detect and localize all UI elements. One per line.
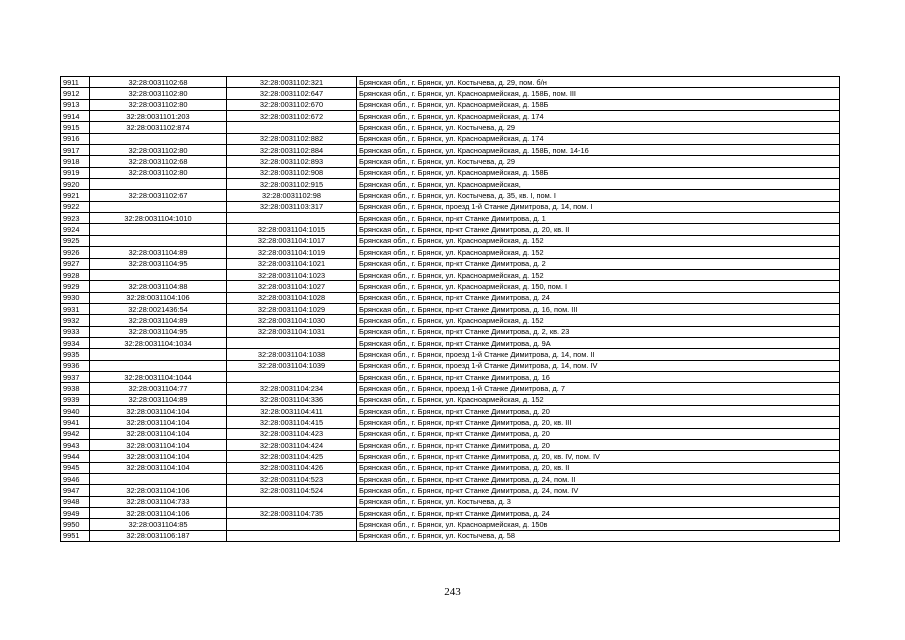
- object-number-cell: 32:28:0031104:1031: [227, 326, 357, 337]
- object-number-cell: [227, 213, 357, 224]
- row-number-cell: 9951: [61, 530, 90, 541]
- table-row: [61, 315, 840, 326]
- object-number-cell: 32:28:0031104:425: [227, 451, 357, 462]
- object-number-cell: [227, 519, 357, 530]
- table-row: [61, 258, 840, 269]
- land-parcel-number-cell: 32:28:0031104:104: [90, 417, 227, 428]
- row-number-cell: 9939: [61, 394, 90, 405]
- land-parcel-number-cell: 32:28:0031104:733: [90, 496, 227, 507]
- address-cell: Брянская обл., г. Брянск, ул. Костычева, д. 29, пом. б/н: [357, 77, 840, 88]
- table-row: [61, 281, 840, 292]
- land-parcel-number-cell: 32:28:0031104:1044: [90, 371, 227, 382]
- land-parcel-number-cell: 32:28:0031104:104: [90, 428, 227, 439]
- registry-table: [60, 76, 840, 542]
- address-cell: Брянская обл., г. Брянск, ул. Костычева, д. 29: [357, 156, 840, 167]
- object-number-cell: [227, 496, 357, 507]
- object-number-cell: 32:28:0031103:317: [227, 201, 357, 212]
- land-parcel-number-cell: 32:28:0031102:874: [90, 122, 227, 133]
- address-cell: Брянская обл., г. Брянск, пр-кт Станке Димитрова, д. 2: [357, 258, 840, 269]
- object-number-cell: 32:28:0031104:1028: [227, 292, 357, 303]
- object-number-cell: 32:28:0031104:1038: [227, 349, 357, 360]
- object-number-cell: 32:28:0031104:415: [227, 417, 357, 428]
- table-row: [61, 496, 840, 507]
- address-cell: Брянская обл., г. Брянск, ул. Красноармейская, д. 152: [357, 315, 840, 326]
- row-number-cell: 9931: [61, 303, 90, 314]
- table-row: [61, 167, 840, 178]
- address-cell: Брянская обл., г. Брянск, проезд 1-й Станке Димитрова, д. 14, пом. II: [357, 349, 840, 360]
- address-cell: Брянская обл., г. Брянск, проезд 1-й Станке Димитрова, д. 14, пом. IV: [357, 360, 840, 371]
- row-number-cell: 9920: [61, 179, 90, 190]
- address-cell: Брянская обл., г. Брянск, ул. Красноармейская, д. 152: [357, 394, 840, 405]
- land-parcel-number-cell: 32:28:0031102:68: [90, 156, 227, 167]
- object-number-cell: [227, 371, 357, 382]
- land-parcel-number-cell: 32:28:0031104:106: [90, 485, 227, 496]
- land-parcel-number-cell: 32:28:0031104:85: [90, 519, 227, 530]
- object-number-cell: 32:28:0031104:523: [227, 474, 357, 485]
- table-row: [61, 474, 840, 485]
- address-cell: Брянская обл., г. Брянск, проезд 1-й Станке Димитрова, д. 7: [357, 383, 840, 394]
- table-row: [61, 88, 840, 99]
- row-number-cell: 9949: [61, 508, 90, 519]
- land-parcel-number-cell: 32:28:0031104:95: [90, 326, 227, 337]
- row-number-cell: 9927: [61, 258, 90, 269]
- land-parcel-number-cell: 32:28:0021436:54: [90, 303, 227, 314]
- object-number-cell: 32:28:0031104:1021: [227, 258, 357, 269]
- row-number-cell: 9941: [61, 417, 90, 428]
- table-row: [61, 508, 840, 519]
- land-parcel-number-cell: 32:28:0031104:77: [90, 383, 227, 394]
- address-cell: Брянская обл., г. Брянск, пр-кт Станке Димитрова, д. 16, пом. III: [357, 303, 840, 314]
- row-number-cell: 9948: [61, 496, 90, 507]
- land-parcel-number-cell: 32:28:0031104:95: [90, 258, 227, 269]
- object-number-cell: 32:28:0031102:321: [227, 77, 357, 88]
- address-cell: Брянская обл., г. Брянск, пр-кт Станке Димитрова, д. 20, кв. II: [357, 462, 840, 473]
- object-number-cell: 32:28:0031104:411: [227, 405, 357, 416]
- row-number-cell: 9934: [61, 337, 90, 348]
- object-number-cell: 32:28:0031102:882: [227, 133, 357, 144]
- object-number-cell: 32:28:0031102:884: [227, 145, 357, 156]
- row-number-cell: 9924: [61, 224, 90, 235]
- address-cell: Брянская обл., г. Брянск, пр-кт Станке Димитрова, д. 20: [357, 405, 840, 416]
- table-row: [61, 156, 840, 167]
- object-number-cell: 32:28:0031104:1015: [227, 224, 357, 235]
- table-row: [61, 235, 840, 246]
- object-number-cell: 32:28:0031102:647: [227, 88, 357, 99]
- address-cell: Брянская обл., г. Брянск, ул. Красноармейская,: [357, 179, 840, 190]
- land-parcel-number-cell: 32:28:0031104:104: [90, 451, 227, 462]
- land-parcel-number-cell: 32:28:0031104:104: [90, 405, 227, 416]
- land-parcel-number-cell: 32:28:0031104:89: [90, 315, 227, 326]
- row-number-cell: 9946: [61, 474, 90, 485]
- address-cell: Брянская обл., г. Брянск, пр-кт Станке Димитрова, д. 2, кв. 23: [357, 326, 840, 337]
- row-number-cell: 9918: [61, 156, 90, 167]
- table-row: [61, 417, 840, 428]
- land-parcel-number-cell: 32:28:0031104:89: [90, 394, 227, 405]
- object-number-cell: 32:28:0031104:426: [227, 462, 357, 473]
- table-row: [61, 122, 840, 133]
- land-parcel-number-cell: 32:28:0031106:187: [90, 530, 227, 541]
- address-cell: Брянская обл., г. Брянск, ул. Красноармейская, д. 152: [357, 235, 840, 246]
- row-number-cell: 9926: [61, 247, 90, 258]
- row-number-cell: 9922: [61, 201, 90, 212]
- address-cell: Брянская обл., г. Брянск, ул. Красноармейская, д. 158Б: [357, 99, 840, 110]
- land-parcel-number-cell: 32:28:0031102:80: [90, 88, 227, 99]
- land-parcel-number-cell: 32:28:0031104:104: [90, 462, 227, 473]
- table-row: [61, 292, 840, 303]
- row-number-cell: 9933: [61, 326, 90, 337]
- table-row: [61, 383, 840, 394]
- address-cell: Брянская обл., г. Брянск, ул. Красноармейская, д. 158Б, пом. 14-16: [357, 145, 840, 156]
- row-number-cell: 9912: [61, 88, 90, 99]
- table-row: [61, 269, 840, 280]
- land-parcel-number-cell: 32:28:0031104:89: [90, 247, 227, 258]
- object-number-cell: 32:28:0031102:670: [227, 99, 357, 110]
- address-cell: Брянская обл., г. Брянск, ул. Красноармейская, д. 152: [357, 247, 840, 258]
- address-cell: Брянская обл., г. Брянск, пр-кт Станке Димитрова, д. 24: [357, 508, 840, 519]
- row-number-cell: 9919: [61, 167, 90, 178]
- table-row: [61, 519, 840, 530]
- row-number-cell: 9911: [61, 77, 90, 88]
- address-cell: Брянская обл., г. Брянск, ул. Красноармейская, д. 174: [357, 111, 840, 122]
- row-number-cell: 9929: [61, 281, 90, 292]
- row-number-cell: 9932: [61, 315, 90, 326]
- row-number-cell: 9916: [61, 133, 90, 144]
- object-number-cell: 32:28:0031102:915: [227, 179, 357, 190]
- row-number-cell: 9930: [61, 292, 90, 303]
- address-cell: Брянская обл., г. Брянск, пр-кт Станке Димитрова, д. 20, кв. IV, пом. IV: [357, 451, 840, 462]
- table-row: [61, 349, 840, 360]
- table-row: [61, 337, 840, 348]
- object-number-cell: 32:28:0031104:234: [227, 383, 357, 394]
- row-number-cell: 9937: [61, 371, 90, 382]
- row-number-cell: 9923: [61, 213, 90, 224]
- object-number-cell: 32:28:0031104:423: [227, 428, 357, 439]
- land-parcel-number-cell: [90, 474, 227, 485]
- land-parcel-number-cell: 32:28:0031104:106: [90, 292, 227, 303]
- table-row: [61, 326, 840, 337]
- address-cell: Брянская обл., г. Брянск, ул. Красноармейская, д. 174: [357, 133, 840, 144]
- address-cell: Брянская обл., г. Брянск, пр-кт Станке Димитрова, д. 20: [357, 440, 840, 451]
- row-number-cell: 9915: [61, 122, 90, 133]
- address-cell: Брянская обл., г. Брянск, пр-кт Станке Димитрова, д. 20: [357, 428, 840, 439]
- address-cell: Брянская обл., г. Брянск, ул. Костычева, д. 3: [357, 496, 840, 507]
- land-parcel-number-cell: [90, 349, 227, 360]
- row-number-cell: 9938: [61, 383, 90, 394]
- object-number-cell: 32:28:0031102:672: [227, 111, 357, 122]
- land-parcel-number-cell: [90, 179, 227, 190]
- row-number-cell: 9945: [61, 462, 90, 473]
- address-cell: Брянская обл., г. Брянск, ул. Красноармейская, д. 150в: [357, 519, 840, 530]
- land-parcel-number-cell: [90, 235, 227, 246]
- table-row: [61, 462, 840, 473]
- object-number-cell: 32:28:0031104:1030: [227, 315, 357, 326]
- object-number-cell: [227, 337, 357, 348]
- table-row: [61, 201, 840, 212]
- object-number-cell: 32:28:0031104:1029: [227, 303, 357, 314]
- row-number-cell: 9925: [61, 235, 90, 246]
- land-parcel-number-cell: 32:28:0031102:80: [90, 99, 227, 110]
- land-parcel-number-cell: [90, 224, 227, 235]
- land-parcel-number-cell: 32:28:0031104:104: [90, 440, 227, 451]
- address-cell: Брянская обл., г. Брянск, ул. Красноармейская, д. 152: [357, 269, 840, 280]
- table-row: [61, 179, 840, 190]
- table-row: [61, 530, 840, 541]
- land-parcel-number-cell: 32:28:0031102:80: [90, 167, 227, 178]
- table-row: [61, 485, 840, 496]
- row-number-cell: 9942: [61, 428, 90, 439]
- object-number-cell: [227, 530, 357, 541]
- object-number-cell: 32:28:0031104:1027: [227, 281, 357, 292]
- table-row: [61, 394, 840, 405]
- row-number-cell: 9914: [61, 111, 90, 122]
- land-parcel-number-cell: 32:28:0031104:106: [90, 508, 227, 519]
- object-number-cell: 32:28:0031104:524: [227, 485, 357, 496]
- row-number-cell: 9944: [61, 451, 90, 462]
- row-number-cell: 9943: [61, 440, 90, 451]
- land-parcel-number-cell: [90, 133, 227, 144]
- object-number-cell: 32:28:0031104:336: [227, 394, 357, 405]
- table-row: [61, 190, 840, 201]
- address-cell: Брянская обл., г. Брянск, пр-кт Станке Димитрова, д. 20, кв. III: [357, 417, 840, 428]
- table-row: [61, 99, 840, 110]
- address-cell: Брянская обл., г. Брянск, пр-кт Станке Димитрова, д. 16: [357, 371, 840, 382]
- address-cell: Брянская обл., г. Брянск, проезд 1-й Станке Димитрова, д. 14, пом. I: [357, 201, 840, 212]
- row-number-cell: 9921: [61, 190, 90, 201]
- table-row: [61, 247, 840, 258]
- table-row: [61, 224, 840, 235]
- object-number-cell: 32:28:0031104:424: [227, 440, 357, 451]
- row-number-cell: 9940: [61, 405, 90, 416]
- object-number-cell: 32:28:0031104:1017: [227, 235, 357, 246]
- row-number-cell: 9950: [61, 519, 90, 530]
- table-row: [61, 440, 840, 451]
- table-row: [61, 360, 840, 371]
- address-cell: Брянская обл., г. Брянск, ул. Костычева, д. 58: [357, 530, 840, 541]
- table-row: [61, 213, 840, 224]
- object-number-cell: 32:28:0031102:98: [227, 190, 357, 201]
- address-cell: Брянская обл., г. Брянск, пр-кт Станке Димитрова, д. 1: [357, 213, 840, 224]
- land-parcel-number-cell: [90, 360, 227, 371]
- address-cell: Брянская обл., г. Брянск, ул. Красноармейская, д. 158Б, пом. III: [357, 88, 840, 99]
- page-number: 243: [444, 586, 461, 598]
- land-parcel-number-cell: 32:28:0031104:88: [90, 281, 227, 292]
- table-row: [61, 451, 840, 462]
- table-row: [61, 405, 840, 416]
- row-number-cell: 9936: [61, 360, 90, 371]
- land-parcel-number-cell: 32:28:0031101:203: [90, 111, 227, 122]
- table-row: [61, 133, 840, 144]
- row-number-cell: 9913: [61, 99, 90, 110]
- object-number-cell: 32:28:0031102:908: [227, 167, 357, 178]
- object-number-cell: 32:28:0031104:1039: [227, 360, 357, 371]
- address-cell: Брянская обл., г. Брянск, пр-кт Станке Димитрова, д. 9А: [357, 337, 840, 348]
- address-cell: Брянская обл., г. Брянск, пр-кт Станке Димитрова, д. 24, пом. IV: [357, 485, 840, 496]
- table-row: [61, 428, 840, 439]
- row-number-cell: 9917: [61, 145, 90, 156]
- land-parcel-number-cell: 32:28:0031104:1010: [90, 213, 227, 224]
- object-number-cell: 32:28:0031104:735: [227, 508, 357, 519]
- table-row: [61, 303, 840, 314]
- row-number-cell: 9935: [61, 349, 90, 360]
- land-parcel-number-cell: [90, 269, 227, 280]
- row-number-cell: 9947: [61, 485, 90, 496]
- address-cell: Брянская обл., г. Брянск, ул. Костычева, д. 29: [357, 122, 840, 133]
- row-number-cell: 9928: [61, 269, 90, 280]
- land-parcel-number-cell: 32:28:0031102:80: [90, 145, 227, 156]
- address-cell: Брянская обл., г. Брянск, пр-кт Станке Димитрова, д. 24: [357, 292, 840, 303]
- object-number-cell: [227, 122, 357, 133]
- land-parcel-number-cell: [90, 201, 227, 212]
- address-cell: Брянская обл., г. Брянск, ул. Костычева, д. 35, кв. I, пом. I: [357, 190, 840, 201]
- object-number-cell: 32:28:0031104:1019: [227, 247, 357, 258]
- address-cell: Брянская обл., г. Брянск, ул. Красноармейская, д. 158Б: [357, 167, 840, 178]
- table-row: [61, 77, 840, 88]
- address-cell: Брянская обл., г. Брянск, ул. Красноармейская, д. 150, пом. I: [357, 281, 840, 292]
- table-row: [61, 145, 840, 156]
- table-row: [61, 111, 840, 122]
- address-cell: Брянская обл., г. Брянск, пр-кт Станке Димитрова, д. 20, кв. II: [357, 224, 840, 235]
- object-number-cell: 32:28:0031102:893: [227, 156, 357, 167]
- land-parcel-number-cell: 32:28:0031102:68: [90, 77, 227, 88]
- address-cell: Брянская обл., г. Брянск, пр-кт Станке Димитрова, д. 24, пом. II: [357, 474, 840, 485]
- table-row: [61, 371, 840, 382]
- land-parcel-number-cell: 32:28:0031102:67: [90, 190, 227, 201]
- registry-table-body: [61, 77, 840, 542]
- object-number-cell: 32:28:0031104:1023: [227, 269, 357, 280]
- land-parcel-number-cell: 32:28:0031104:1034: [90, 337, 227, 348]
